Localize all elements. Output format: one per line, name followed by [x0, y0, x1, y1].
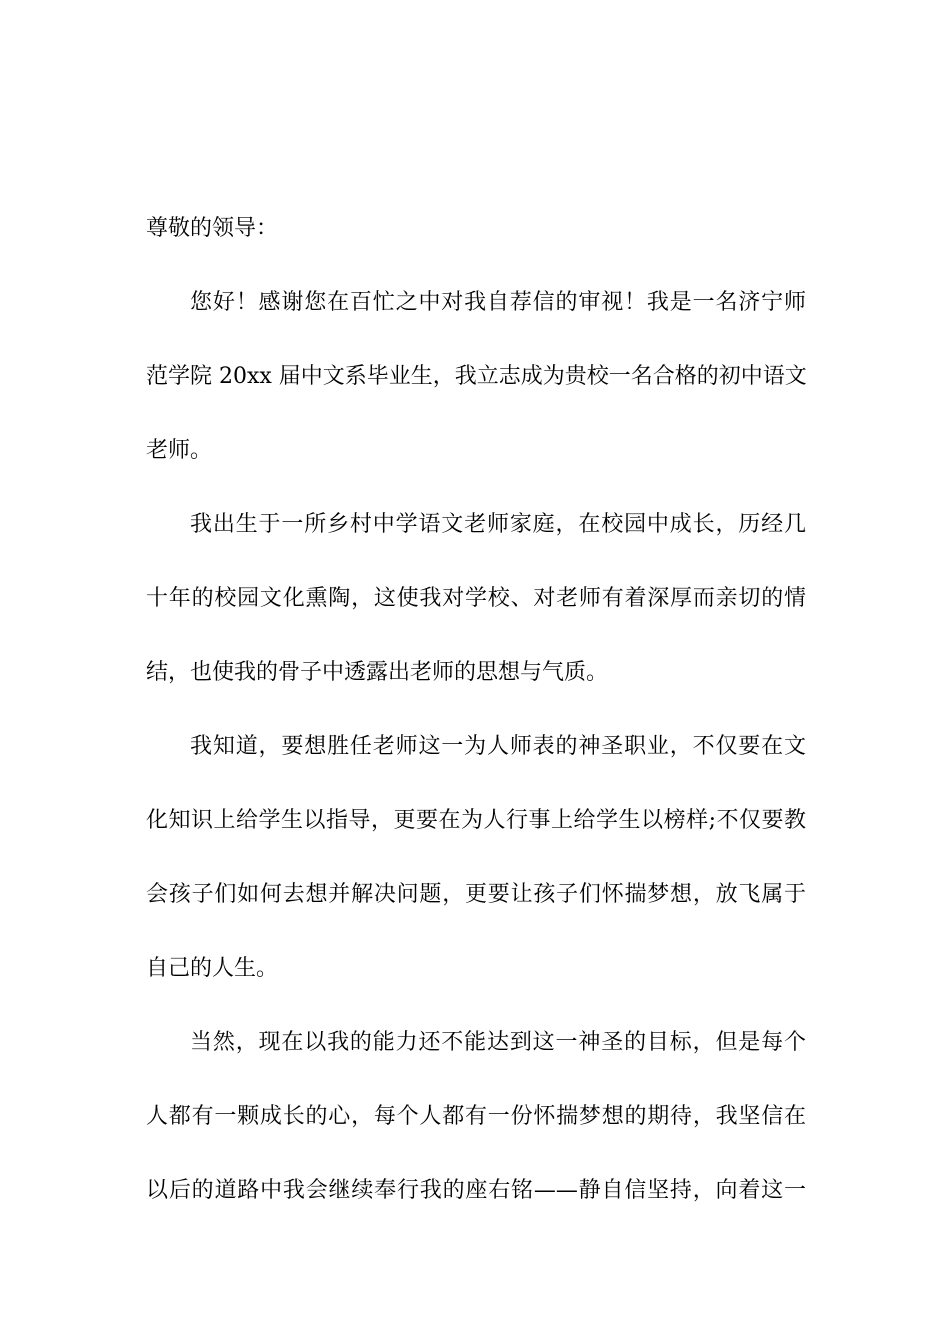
paragraph-3-line-1: 我知道，要想胜任老师这一为人师表的神圣职业，不仅要在文 [190, 734, 806, 759]
paragraph-3-line-3: 会孩子们如何去想并解决问题，更要让孩子们怀揣梦想，放飞属于 [146, 882, 806, 907]
paragraph-2-line-1: 我出生于一所乡村中学语文老师家庭，在校园中成长，历经几 [190, 512, 806, 537]
paragraph-3-line-2: 化知识上给学生以指导，更要在为人行事上给学生以榜样;不仅要教 [146, 808, 806, 833]
salutation: 尊敬的领导： [146, 216, 279, 241]
paragraph-4-line-3: 以后的道路中我会继续奉行我的座右铭——静自信坚持，向着这一 [146, 1178, 806, 1203]
paragraph-3-line-4: 自己的人生。 [146, 956, 279, 981]
paragraph-1-line-3: 老师。 [146, 438, 213, 463]
paragraph-4-line-2: 人都有一颗成长的心，每个人都有一份怀揣梦想的期待，我坚信在 [146, 1104, 806, 1129]
paragraph-1-line-1: 您好！感谢您在百忙之中对我自荐信的审视！我是一名济宁师 [190, 290, 806, 315]
paragraph-2-line-3: 结，也使我的骨子中透露出老师的思想与气质。 [146, 660, 609, 685]
paragraph-4-line-1: 当然，现在以我的能力还不能达到这一神圣的目标，但是每个 [190, 1030, 806, 1055]
paragraph-2-line-2: 十年的校园文化熏陶，这使我对学校、对老师有着深厚而亲切的情 [146, 586, 806, 611]
paragraph-1-line-2: 范学院 20xx 届中文系毕业生，我立志成为贵校一名合格的初中语文 [146, 364, 807, 389]
